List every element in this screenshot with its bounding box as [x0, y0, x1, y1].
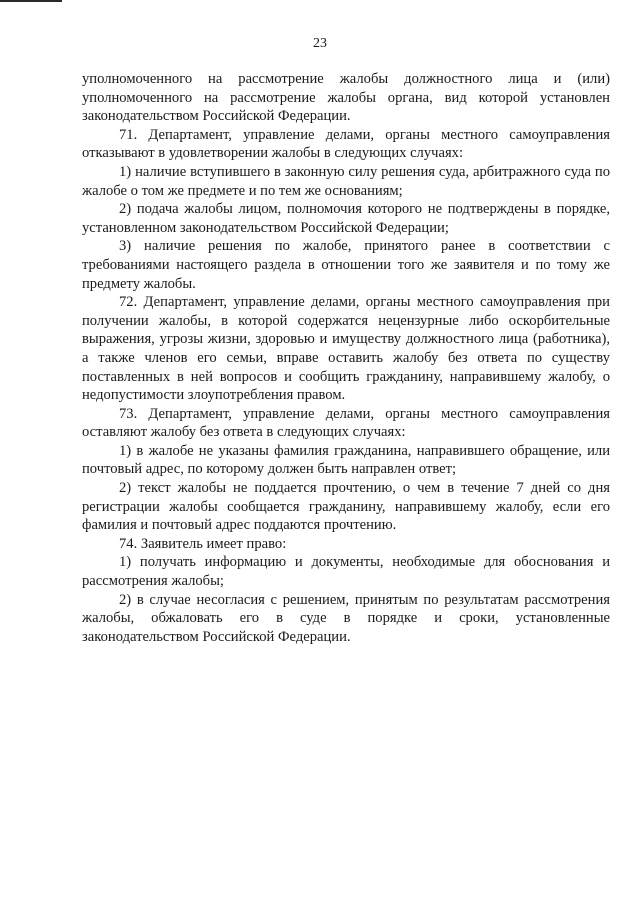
- paragraph-item-74-2: 2) в случае несогласия с решением, принятым по результатам рассмотрения жалобы, обжаловать его в суде в порядке и сроки, установленные законодательством Российской Федерации.: [82, 591, 610, 645]
- paragraph-item-74-1: 1) получать информацию и документы, необходимые для обоснования и рассмотрения жалобы;: [82, 554, 610, 590]
- paragraph-item-71-2: 2) подача жалобы лицом, полномочия которого не подтверждены в порядке, установленном законодательством Российской Федерации;: [82, 201, 610, 236]
- paragraph-item-71-1: 1) наличие вступившего в законную силу решения суда, арбитражного суда по жалобе о том же предмете и по тем же основаниям;: [82, 163, 610, 199]
- paragraph-item-71-3: 3) наличие решения по жалобе, принятого ранее в соответствии с требованиями настоящего раздела в отношении того же заявителя и по тому же предмету жалобы.: [82, 238, 610, 292]
- paragraph-item-72: 72. Департамент, управление делами, органы местного самоуправления при получении жалобы, в которой содержатся нецензурные либо оскорбительные выражения, угрозы жизни, здоровью и имуществу должностного лица (работника), а также членов его семьи, вправе оставить жалобу без ответа по существу поставленных в ней вопросов и сообщить гражданину, направившему жалобу, о недопустимости злоупотребления правом.: [82, 294, 610, 404]
- paragraph-item-73-1: 1) в жалобе не указаны фамилия гражданина, направившего обращение, или почтовый адрес, по которому должен быть направлен ответ;: [82, 442, 610, 478]
- paragraph-item-71: 71. Департамент, управление делами, органы местного самоуправления отказывают в удовлетворении жалобы в следующих случаях:: [82, 126, 610, 162]
- paragraph-continuation: уполномоченного на рассмотрение жалобы должностного лица и (или) уполномоченного на рассмотрение жалобы органа, вид которой установлен законодательством Российской Федерации.: [82, 71, 610, 125]
- corner-scan-mark: [0, 0, 62, 2]
- paragraph-item-74: 74. Заявитель имеет право:: [119, 535, 287, 552]
- paragraph-item-73-2: 2) текст жалобы не поддается прочтению, о чем в течение 7 дней со дня регистрации жалобы сообщается гражданину, направившему жалобу, если его фамилия и почтовый адрес поддаются прочтению.: [82, 480, 610, 534]
- document-body: [82, 70, 610, 646]
- paragraph-item-73: 73. Департамент, управление делами, органы местного самоуправления оставляют жалобу без ответа в следующих случаях:: [82, 405, 610, 441]
- page-number: 23: [313, 36, 327, 51]
